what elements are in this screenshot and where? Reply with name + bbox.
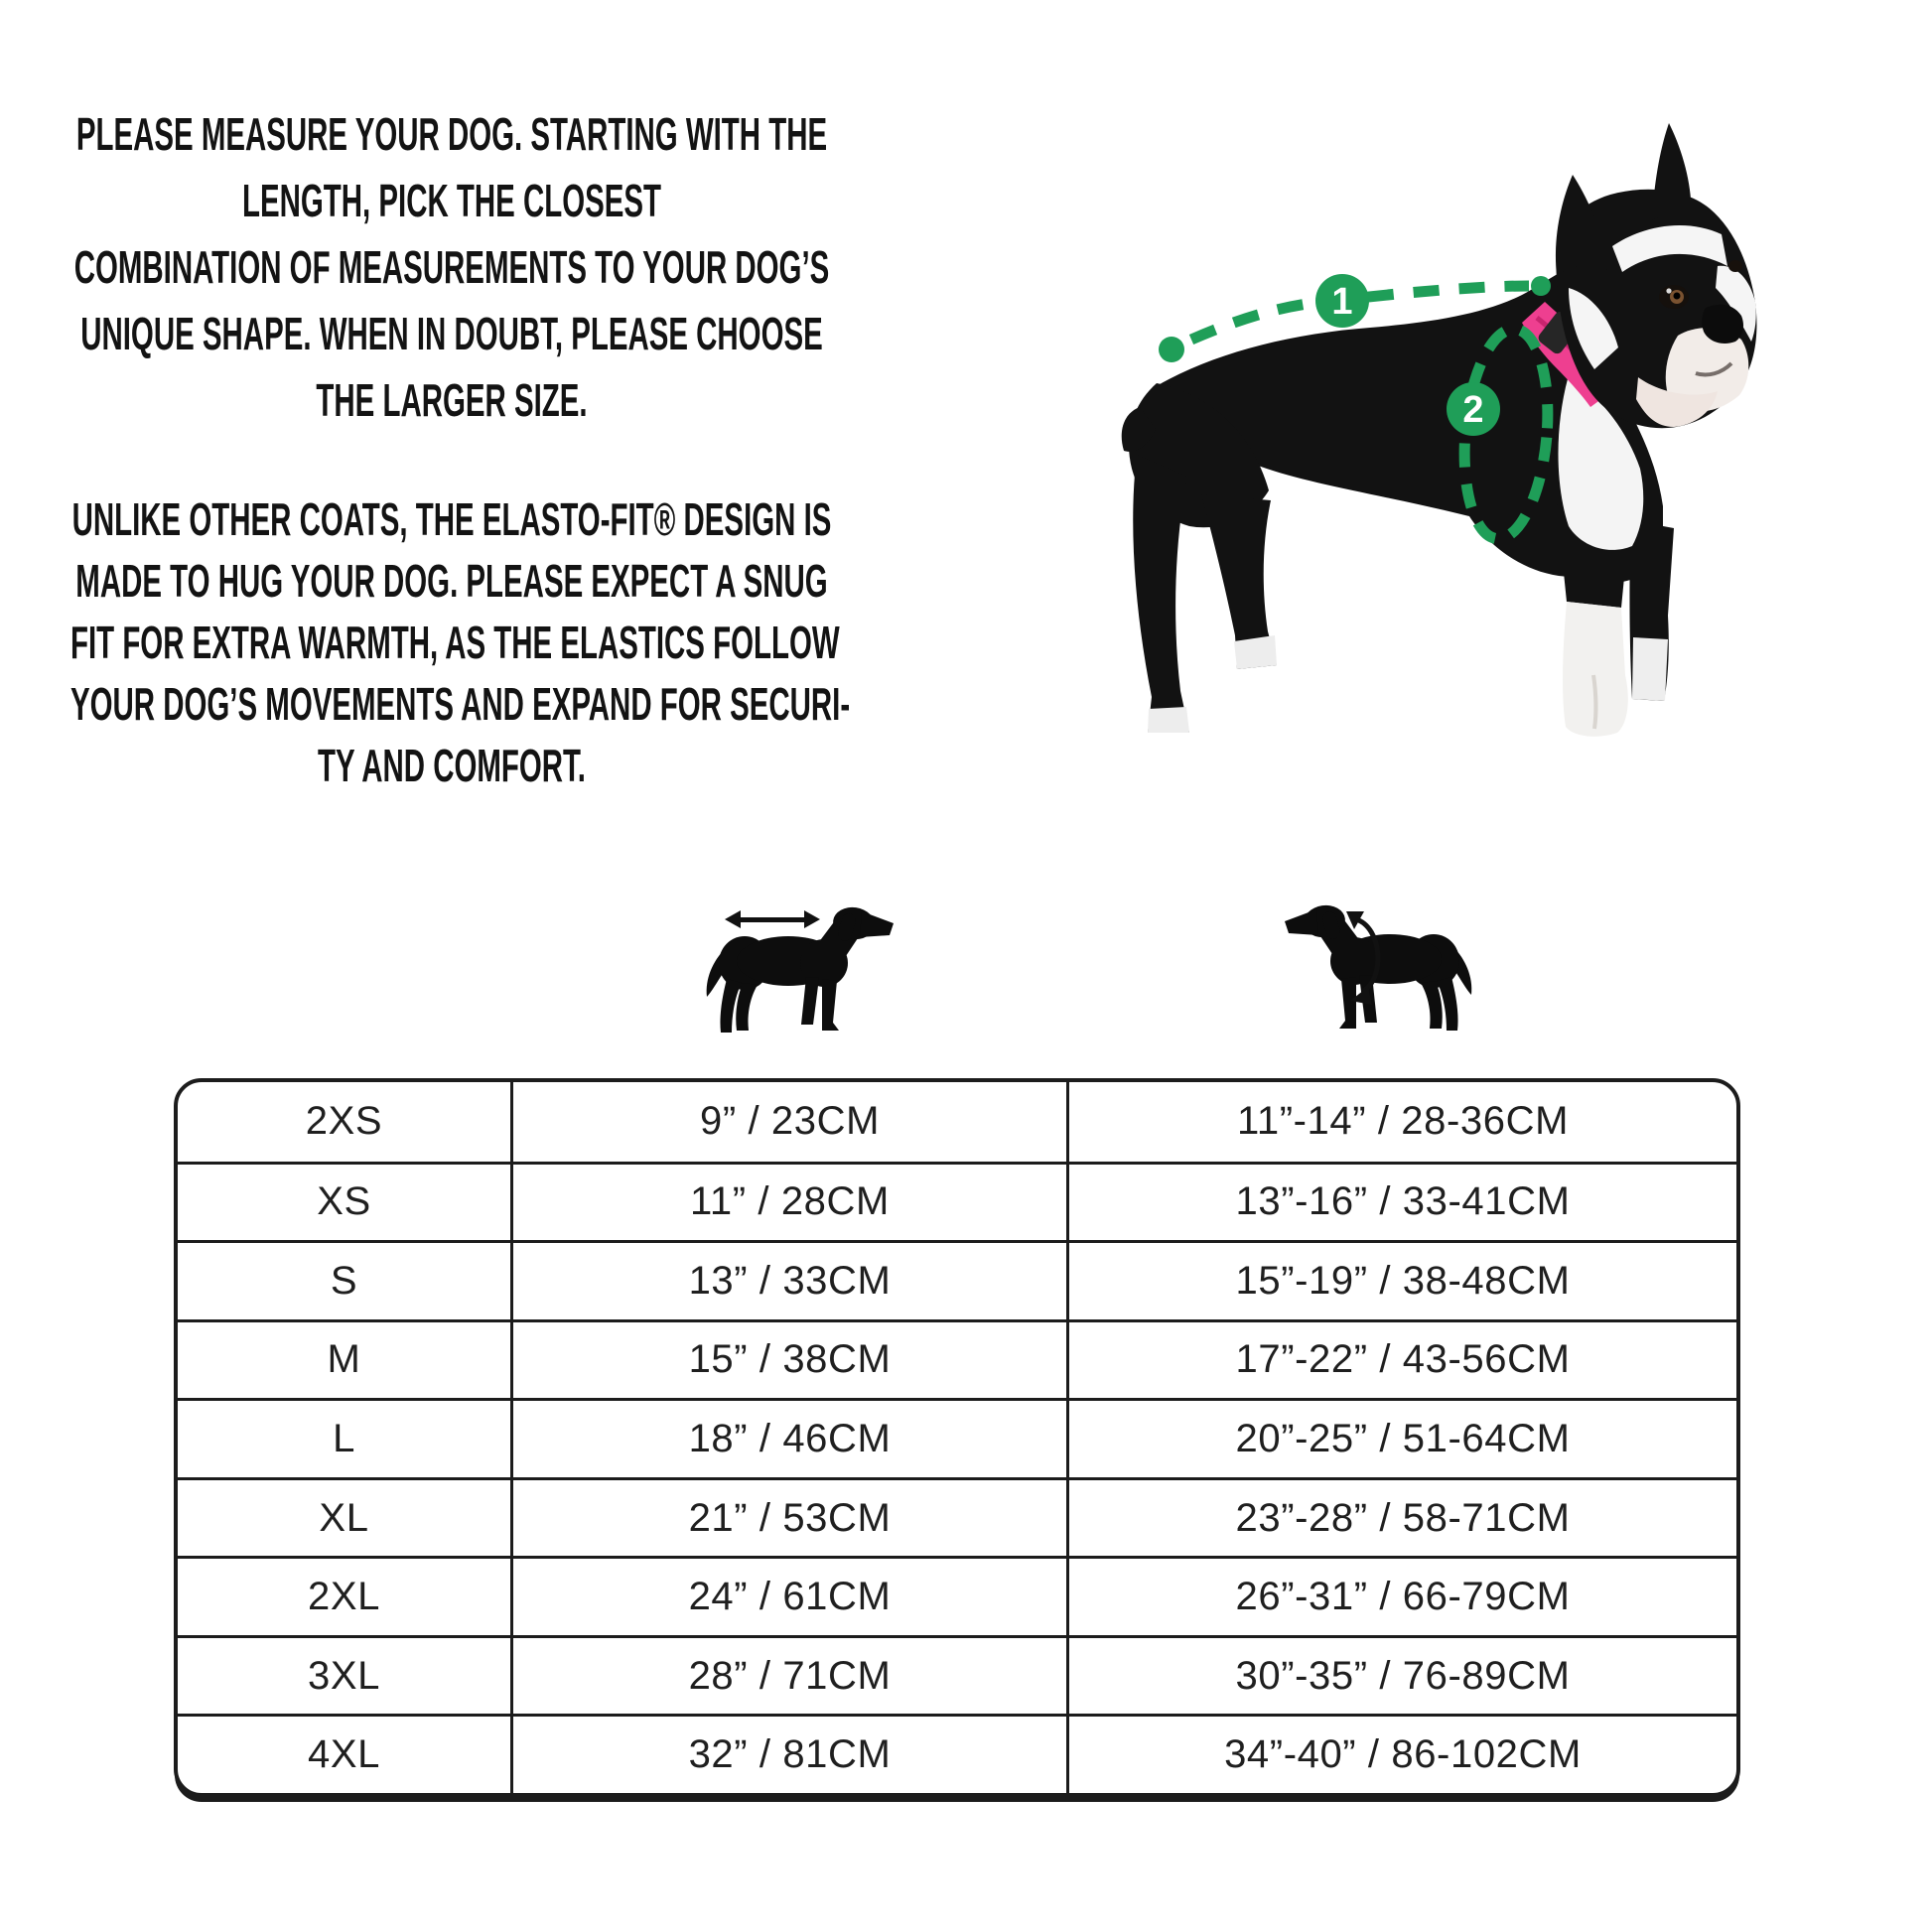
length-cell: 11” / 28CM xyxy=(510,1162,1066,1241)
dog-measurement-photo xyxy=(874,79,1767,774)
instruction-line: PLEASE MEASURE YOUR DOG. STARTING WITH THE xyxy=(75,108,828,160)
size-cell: M xyxy=(178,1319,510,1399)
length-cell: 13” / 33CM xyxy=(510,1240,1066,1319)
size-cell: 3XL xyxy=(178,1635,510,1715)
size-chart-table xyxy=(174,1078,1740,1797)
girth-cell: 26”-31” / 66-79CM xyxy=(1066,1556,1736,1635)
length-cell: 18” / 46CM xyxy=(510,1398,1066,1477)
girth-cell: 20”-25” / 51-64CM xyxy=(1066,1398,1736,1477)
length-cell: 24” / 61CM xyxy=(510,1556,1066,1635)
girth-cell: 23”-28” / 58-71CM xyxy=(1066,1477,1736,1557)
instruction-line: UNIQUE SHAPE. WHEN IN DOUBT, PLEASE CHOOSE xyxy=(80,308,823,359)
length-cell: 21” / 53CM xyxy=(510,1477,1066,1557)
size-cell: 2XS xyxy=(305,1099,383,1144)
measuring-instructions xyxy=(70,101,833,434)
boston-terrier-illustration xyxy=(1122,123,1757,737)
svg-text:2: 2 xyxy=(1462,389,1484,431)
marker-1-badge xyxy=(1315,274,1369,328)
marker-2-badge xyxy=(1447,382,1500,436)
note-line: YOUR DOG’S MOVEMENTS AND EXPAND FOR SECURI- xyxy=(70,678,851,730)
note-line: MADE TO HUG YOUR DOG. PLEASE EXPECT A SNUG xyxy=(75,555,828,607)
instruction-line: LENGTH, PICK THE CLOSEST xyxy=(242,175,661,226)
svg-text:1: 1 xyxy=(1331,281,1353,323)
length-arrow-icon xyxy=(725,910,820,928)
girth-cell: 13”-16” / 33-41CM xyxy=(1066,1162,1736,1241)
girth-cell: 30”-35” / 76-89CM xyxy=(1066,1635,1736,1715)
size-cell: 2XL xyxy=(178,1556,510,1635)
size-cell: L xyxy=(178,1398,510,1477)
size-cell: XS xyxy=(178,1162,510,1241)
note-line: TY AND COMFORT. xyxy=(318,740,586,791)
girth-cell: 34”-40” / 86-102CM xyxy=(1066,1714,1736,1793)
size-cell: XL xyxy=(178,1477,510,1557)
size-cell: 4XL xyxy=(178,1714,510,1793)
size-cell: S xyxy=(178,1240,510,1319)
girth-cell: 15”-19” / 38-48CM xyxy=(1066,1240,1736,1319)
length-cell: 15” / 38CM xyxy=(510,1319,1066,1399)
elasto-fit-note xyxy=(70,488,851,796)
dog-length-pictogram xyxy=(697,892,900,1045)
instruction-line: THE LARGER SIZE. xyxy=(316,374,588,426)
length-cell: 32” / 81CM xyxy=(510,1714,1066,1793)
girth-cell: 11”-14” / 28-36CM xyxy=(1066,1082,1736,1162)
girth-cell: 17”-22” / 43-56CM xyxy=(1066,1319,1736,1399)
note-line: FIT FOR EXTRA WARMTH, AS THE ELASTICS FOLLOW xyxy=(70,617,840,668)
length-cell: 9” / 23CM xyxy=(510,1082,1066,1162)
dog-girth-pictogram xyxy=(1283,890,1481,1048)
dog-eye xyxy=(1659,285,1689,309)
instruction-line: COMBINATION OF MEASUREMENTS TO YOUR DOG’S xyxy=(73,241,830,293)
note-line: UNLIKE OTHER COATS, THE ELASTO-FIT® DESIGN IS xyxy=(71,493,832,545)
length-cell: 28” / 71CM xyxy=(510,1635,1066,1715)
